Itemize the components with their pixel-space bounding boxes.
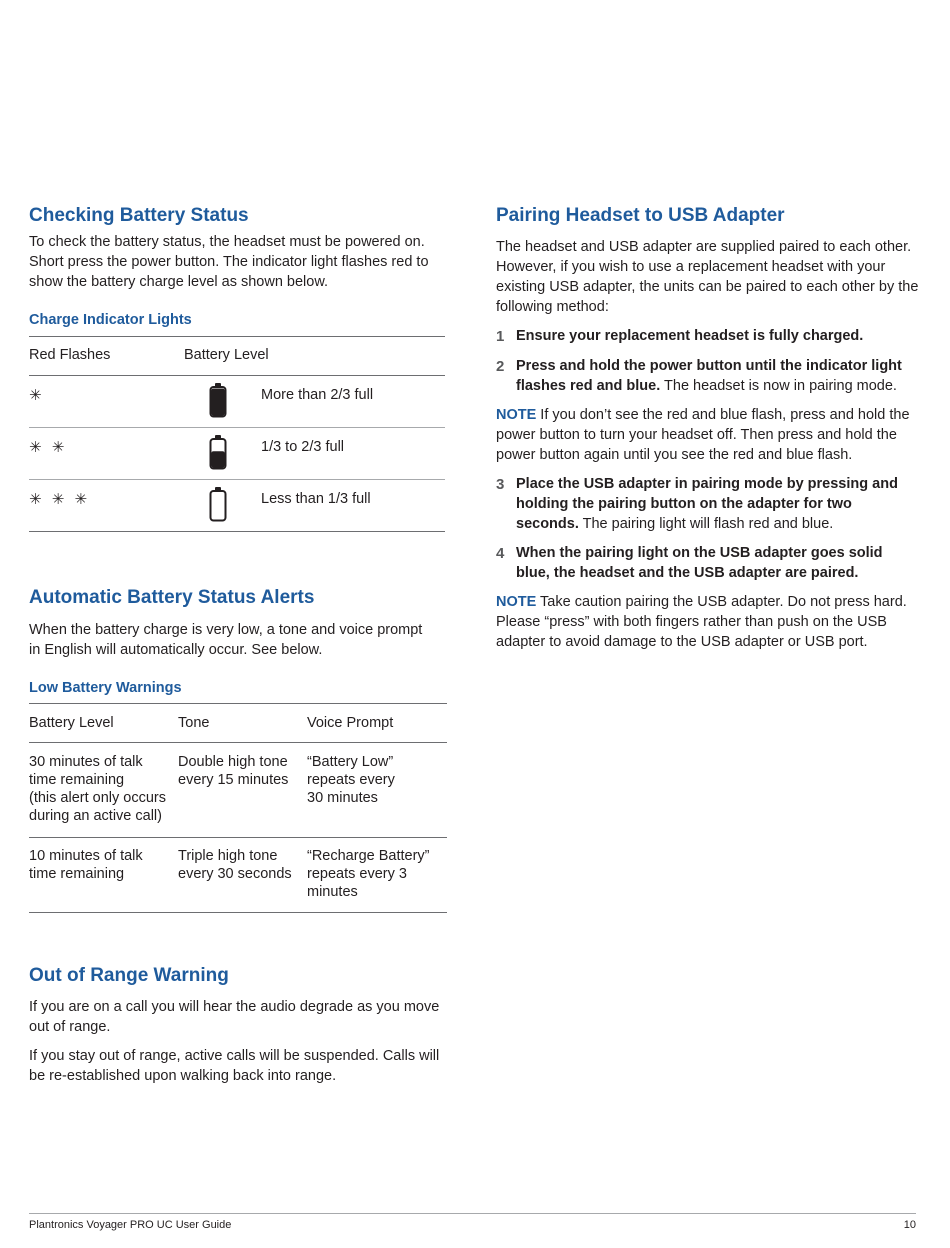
alerts-top-rule (29, 703, 447, 704)
red-flash-stars: ✳ ✳ (29, 439, 68, 456)
col-header-voice-prompt: Voice Prompt (307, 715, 394, 731)
battery-icon (209, 382, 227, 418)
warning-prompt-line: 30 minutes (307, 790, 378, 806)
step-1-number: 1 (496, 328, 505, 345)
alerts-heading: Automatic Battery Status Alerts (29, 587, 315, 608)
col-header-red-flashes: Red Flashes (29, 347, 111, 363)
range-paragraph-1: If you are on a call you will hear the audio degrade as you move out of range. (29, 999, 440, 1035)
table-row-rule (29, 479, 445, 480)
warning-prompt-line: minutes (307, 884, 358, 900)
warning-prompt-line: “Battery Low” (307, 754, 394, 770)
alerts-body: When the battery charge is very low, a tone and voice prompt in English will automatically occur. See below. (29, 622, 423, 658)
warning-tone-line: Triple high tone (178, 848, 278, 864)
battery-level-text: More than 2/3 full (261, 387, 374, 403)
alerts-bottom-rule (29, 912, 447, 913)
step-4-text (516, 543, 896, 583)
table-row-rule (29, 531, 445, 532)
warning-level-line: time remaining (29, 772, 125, 788)
step-3-text (516, 474, 901, 534)
red-flash-stars: ✳ ✳ ✳ (29, 491, 91, 508)
battery-icon (209, 434, 227, 470)
step-3-number: 3 (496, 476, 505, 493)
alerts-header-rule (29, 742, 447, 743)
table-row-rule (29, 427, 445, 428)
battery-status-body: To check the battery status, the headset must be powered on. Short press the power button. The indicator light flashes red to show the battery charge level as shown below. (29, 234, 429, 290)
step-1-bold: Ensure your replacement headset is fully charged. (516, 328, 864, 344)
page-number: 10 (903, 1219, 916, 1231)
battery-status-heading: Checking Battery Status (29, 205, 249, 226)
note-1 (496, 405, 916, 465)
battery-level-text: Less than 1/3 full (261, 491, 371, 507)
note-1-text: If you don’t see the red and blue flash, press and hold the power button to turn your headset off. Then press and hold the power button again until you see the red and blue flash. (496, 407, 910, 463)
battery-fill (212, 451, 225, 467)
step-3-rest: The pairing light will flash red and blue. (578, 516, 834, 532)
warning-level-line: (this alert only occurs (29, 790, 166, 806)
battery-level-text: 1/3 to 2/3 full (261, 439, 345, 455)
step-3-bold: Place the USB adapter in pairing mode by pressing and holding the pairing button on the adapter for two seconds. (516, 476, 898, 532)
low-battery-heading: Low Battery Warnings (29, 680, 182, 696)
note-2 (496, 592, 916, 652)
warning-prompt-line: “Recharge Battery” (307, 848, 430, 864)
warning-prompt-line: repeats every 3 (307, 866, 407, 882)
charge-indicator-heading: Charge Indicator Lights (29, 312, 192, 328)
warning-tone-line: every 30 seconds (178, 866, 292, 882)
warning-level-line: 30 minutes of talk (29, 754, 143, 770)
step-2-rest: The headset is now in pairing mode. (660, 378, 897, 394)
pairing-intro: The headset and USB adapter are supplied paired to each other. However, if you wish to use a replacement headset with your existing USB adapter, the units can be paired to each other by the following method: (496, 239, 919, 315)
col-header-battery-level: Battery Level (184, 347, 269, 363)
step-4-number: 4 (496, 545, 505, 562)
warning-prompt-line: repeats every (307, 772, 395, 788)
col-header-tone: Tone (178, 715, 210, 731)
step-2-number: 2 (496, 358, 505, 375)
col-header-level: Battery Level (29, 715, 114, 731)
warning-level-line: 10 minutes of talk (29, 848, 143, 864)
warning-level-line: during an active call) (29, 808, 162, 824)
pairing-heading: Pairing Headset to USB Adapter (496, 205, 785, 226)
warning-tone-line: every 15 minutes (178, 772, 289, 788)
note-1-label: NOTE (496, 407, 537, 423)
footer-guide-title: Plantronics Voyager PRO UC User Guide (29, 1219, 232, 1231)
note-2-label: NOTE (496, 594, 537, 610)
red-flash-stars: ✳ (29, 387, 45, 404)
step-4-bold: When the pairing light on the USB adapter goes solid blue, the headset and the USB adapter are paired. (516, 545, 883, 581)
footer-rule (29, 1213, 916, 1214)
warning-level-line: time remaining (29, 866, 125, 882)
note-2-text: Take caution pairing the USB adapter. Do not press hard. Please “press” with both fingers rather than push on the USB adapter to avoid damage to the USB adapter or USB port. (496, 594, 907, 650)
step-2-text (516, 356, 916, 396)
table-header-rule (29, 375, 445, 376)
range-heading: Out of Range Warning (29, 965, 229, 986)
step-1-text (516, 326, 916, 346)
step-2-bold: Press and hold the power button until the indicator light flashes red and blue. (516, 358, 902, 394)
warning-tone-line: Double high tone (178, 754, 288, 770)
range-paragraph-2: If you stay out of range, active calls will be suspended. Calls will be re-established upon walking back into range. (29, 1048, 440, 1084)
battery-icon (209, 486, 227, 522)
battery-fill (212, 389, 225, 416)
alerts-row-rule (29, 837, 447, 838)
table-top-rule (29, 336, 445, 337)
